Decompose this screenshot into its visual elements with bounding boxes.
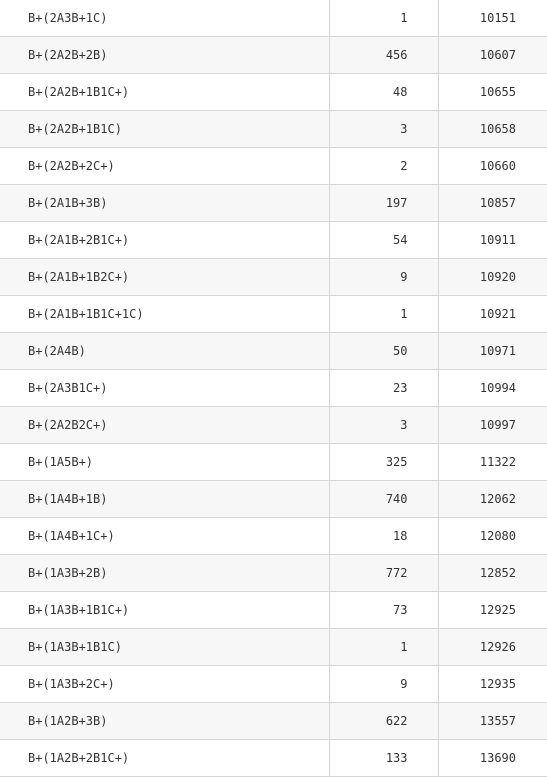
row-count-cell: 3 <box>329 407 438 444</box>
table-row <box>0 296 547 333</box>
row-total-cell: 13557 <box>438 703 547 740</box>
table-row <box>0 222 547 259</box>
row-count-cell: 73 <box>329 592 438 629</box>
row-count-cell: 54 <box>329 222 438 259</box>
row-name-cell: B+(2A2B+1B1C+) <box>0 74 329 111</box>
table-row <box>0 481 547 518</box>
table-row <box>0 518 547 555</box>
table-row <box>0 148 547 185</box>
row-name-cell: B+(1A4B+1B) <box>0 481 329 518</box>
row-name-cell: B+(1A2B+2B1C+) <box>0 740 329 777</box>
row-total-cell: 12080 <box>438 518 547 555</box>
row-name-cell: B+(2A2B2C+) <box>0 407 329 444</box>
row-total-cell: 10997 <box>438 407 547 444</box>
table-row <box>0 555 547 592</box>
row-count-cell: 9 <box>329 259 438 296</box>
row-total-cell: 12926 <box>438 629 547 666</box>
row-total-cell: 11322 <box>438 444 547 481</box>
row-count-cell: 1 <box>329 629 438 666</box>
row-name-cell: B+(1A3B+1B1C+) <box>0 592 329 629</box>
row-name-cell: B+(2A1B+1B2C+) <box>0 259 329 296</box>
row-total-cell: 10857 <box>438 185 547 222</box>
row-name-cell: B+(1A2B+3B) <box>0 703 329 740</box>
row-name-cell: B+(2A3B1C+) <box>0 370 329 407</box>
row-count-cell: 50 <box>329 333 438 370</box>
table-row <box>0 592 547 629</box>
row-total-cell: 10921 <box>438 296 547 333</box>
row-total-cell: 10660 <box>438 148 547 185</box>
row-count-cell: 622 <box>329 703 438 740</box>
table-row <box>0 370 547 407</box>
row-count-cell: 772 <box>329 555 438 592</box>
row-total-cell: 10920 <box>438 259 547 296</box>
row-name-cell: B+(2A1B+1B1C+1C) <box>0 296 329 333</box>
row-total-cell: 10971 <box>438 333 547 370</box>
row-count-cell: 3 <box>329 111 438 148</box>
row-name-cell: B+(1A5B+) <box>0 444 329 481</box>
row-count-cell: 325 <box>329 444 438 481</box>
row-total-cell: 12062 <box>438 481 547 518</box>
table-row <box>0 111 547 148</box>
table-row <box>0 444 547 481</box>
row-name-cell: B+(2A2B+2C+) <box>0 148 329 185</box>
table-row <box>0 666 547 703</box>
row-total-cell: 10658 <box>438 111 547 148</box>
row-count-cell: 1 <box>329 296 438 333</box>
table-row <box>0 259 547 296</box>
table-row <box>0 185 547 222</box>
row-count-cell: 18 <box>329 518 438 555</box>
row-name-cell: B+(1A3B+2C+) <box>0 666 329 703</box>
row-name-cell: B+(2A3B+1C) <box>0 0 329 37</box>
table-row <box>0 407 547 444</box>
row-name-cell: B+(1A4B+1C+) <box>0 518 329 555</box>
table-row <box>0 740 547 777</box>
row-count-cell: 2 <box>329 148 438 185</box>
row-name-cell: B+(2A1B+2B1C+) <box>0 222 329 259</box>
row-total-cell: 10151 <box>438 0 547 37</box>
row-count-cell: 1 <box>329 0 438 37</box>
row-name-cell: B+(2A2B+1B1C) <box>0 111 329 148</box>
table-row <box>0 37 547 74</box>
row-count-cell: 740 <box>329 481 438 518</box>
row-total-cell: 10994 <box>438 370 547 407</box>
row-total-cell: 13690 <box>438 740 547 777</box>
row-total-cell: 10607 <box>438 37 547 74</box>
row-name-cell: B+(1A3B+1B1C) <box>0 629 329 666</box>
row-count-cell: 456 <box>329 37 438 74</box>
table-row <box>0 333 547 370</box>
row-total-cell: 12925 <box>438 592 547 629</box>
table-row <box>0 0 547 37</box>
row-total-cell: 10655 <box>438 74 547 111</box>
row-name-cell: B+(2A1B+3B) <box>0 185 329 222</box>
table-row <box>0 703 547 740</box>
row-count-cell: 23 <box>329 370 438 407</box>
table-row <box>0 629 547 666</box>
table-row <box>0 74 547 111</box>
row-name-cell: B+(2A2B+2B) <box>0 37 329 74</box>
row-count-cell: 197 <box>329 185 438 222</box>
row-name-cell: B+(1A3B+2B) <box>0 555 329 592</box>
row-count-cell: 9 <box>329 666 438 703</box>
row-count-cell: 133 <box>329 740 438 777</box>
row-name-cell: B+(2A4B) <box>0 333 329 370</box>
row-count-cell: 48 <box>329 74 438 111</box>
row-total-cell: 12935 <box>438 666 547 703</box>
row-total-cell: 10911 <box>438 222 547 259</box>
row-total-cell: 12852 <box>438 555 547 592</box>
